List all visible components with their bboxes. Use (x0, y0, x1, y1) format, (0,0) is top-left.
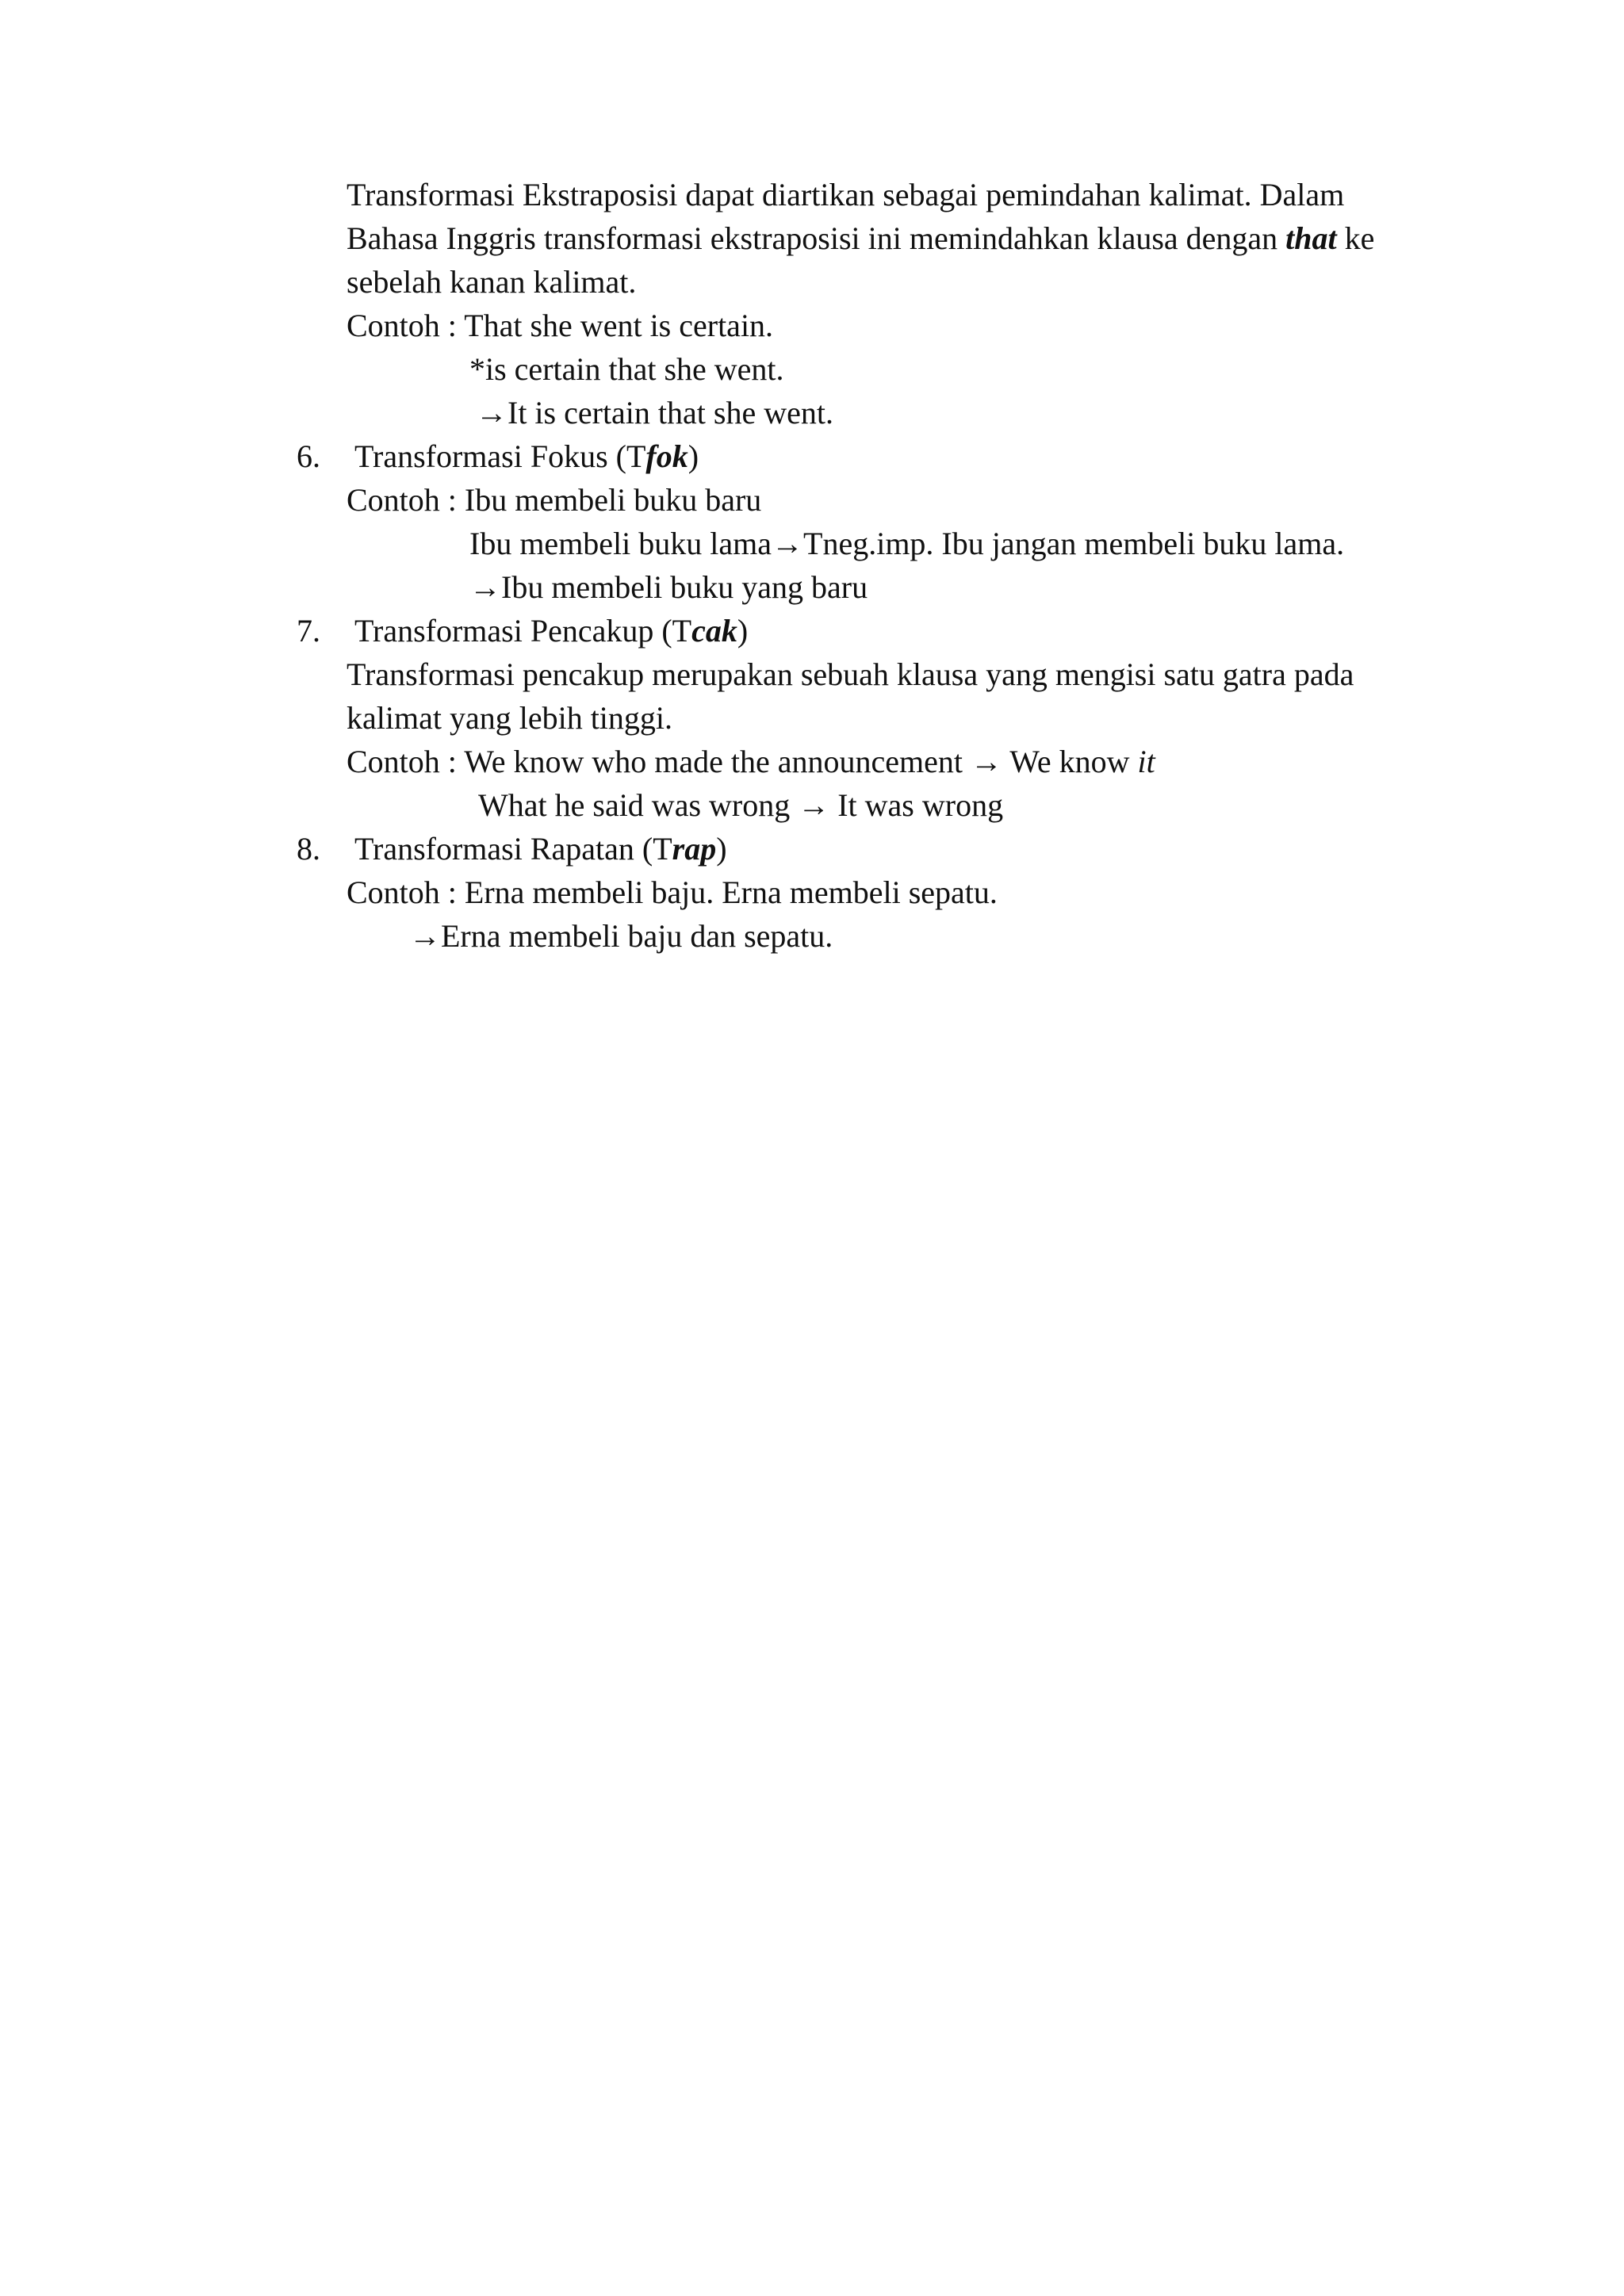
example-sentence: That she went is certain. (464, 308, 774, 343)
item-6-example-3 (469, 569, 868, 605)
example-label: Contoh : (347, 482, 465, 518)
extraposition-text-3: sebelah kanan kalimat. (347, 264, 637, 300)
item-6-example-1 (347, 484, 761, 516)
example-sentence: Ibu membeli buku baru (464, 482, 762, 518)
extraposition-text-2a: Bahasa Inggris transformasi ekstraposisi ini memindahkan klausa dengan (347, 220, 1286, 256)
item-7-title (354, 615, 748, 647)
item-7-paragraph-line-1 (347, 656, 1354, 692)
item-6-title-close: ) (688, 438, 699, 474)
item-8-title (354, 833, 727, 865)
extraposition-text-2b: ke (1336, 220, 1375, 256)
item-6-title-text: Transformasi Fokus (T (354, 438, 646, 474)
extraposition-paragraph-line-3 (347, 266, 636, 298)
item-6-example-2 (469, 528, 1344, 560)
item-6-title-abbrev: fok (645, 438, 688, 474)
item-7-heading (297, 615, 320, 647)
item-8-title-text: Transformasi Rapatan (T (354, 831, 672, 867)
extraposition-paragraph-line-2 (347, 220, 1375, 256)
item-7-number: 7. (297, 613, 320, 649)
item-7-paragraph-line-2 (347, 702, 672, 734)
item-7-text-2: kalimat yang lebih tinggi. (347, 700, 673, 736)
item-7-title-close: ) (737, 613, 749, 649)
example-label: Contoh : (347, 308, 465, 343)
example-emphasis-it: it (1137, 744, 1155, 779)
example-label: Contoh : (347, 744, 465, 779)
example-sentence: *is certain that she went. (469, 351, 784, 387)
extraposition-text-1: Transformasi Ekstraposisi dapat diartikan sebagai pemindahan kalimat. Dalam (347, 177, 1345, 212)
item-7-example-2 (478, 787, 1004, 823)
item-7-title-abbrev: cak (691, 613, 737, 649)
item-8-number: 8. (297, 831, 320, 867)
item-6-heading (297, 438, 320, 474)
example-sentence: We know who made the announcement → We know (464, 744, 1138, 779)
item-8-example-1 (347, 874, 998, 910)
item-7-title-text: Transformasi Pencakup (T (354, 613, 692, 649)
example-label: Contoh : (347, 874, 465, 910)
example-sentence: →It is certain that she went. (476, 395, 833, 430)
item-6-title (354, 438, 699, 474)
item-8-example-2 (409, 920, 833, 952)
example-sentence: →Erna membeli baju dan sepatu. (409, 918, 833, 954)
item-8-heading (297, 833, 320, 865)
example-sentence: Ibu membeli buku lama→Tneg.imp. Ibu jangan membeli buku lama. (469, 526, 1345, 561)
emphasis-that: that (1285, 220, 1337, 256)
extraposition-paragraph-line-1 (347, 179, 1344, 211)
example-sentence: →Ibu membeli buku yang baru (469, 569, 868, 605)
item-7-example-1 (347, 746, 1155, 778)
extraposition-example-2 (469, 351, 784, 387)
item-6-number: 6. (297, 438, 320, 474)
extraposition-example-1 (347, 310, 773, 342)
extraposition-example-3 (476, 397, 833, 429)
example-sentence: Erna membeli baju. Erna membeli sepatu. (464, 874, 998, 910)
item-8-title-close: ) (716, 831, 727, 867)
item-7-text-1: Transformasi pencakup merupakan sebuah klausa yang mengisi satu gatra pada (347, 656, 1354, 692)
example-sentence: What he said was wrong → It was wrong (478, 787, 1004, 823)
item-8-title-abbrev: rap (672, 831, 717, 867)
